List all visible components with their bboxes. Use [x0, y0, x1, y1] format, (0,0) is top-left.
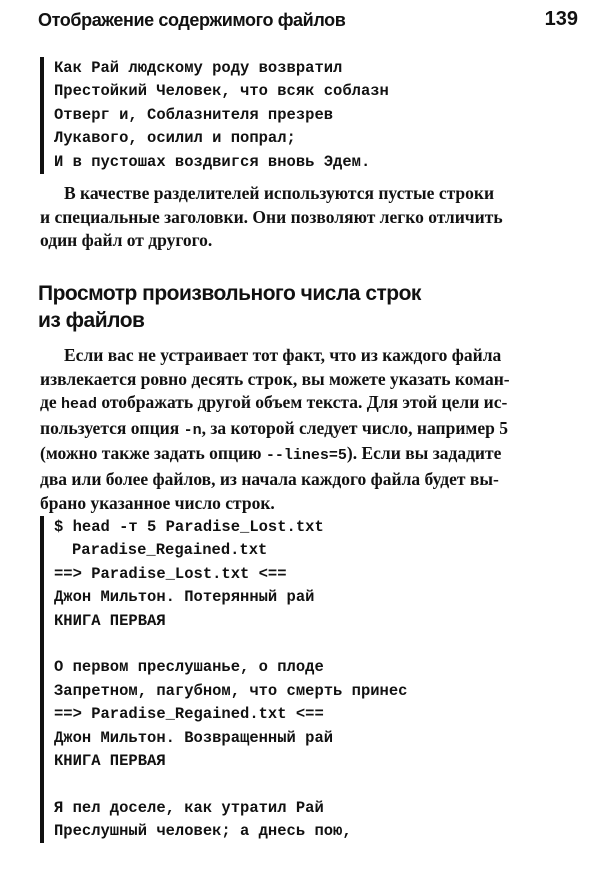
paragraph-head-option: [40, 344, 578, 515]
poem-line: Как Рай людскому роду возвратил: [54, 59, 343, 77]
page-number: 139: [544, 8, 578, 30]
poem-code-block: [40, 57, 389, 174]
code-line: Paradise_Regained.txt: [72, 541, 268, 560]
paragraph-line: В качестве разделителей используются пустые строки: [64, 183, 495, 203]
paragraph-separators: [40, 182, 578, 253]
code-line: КНИГА ПЕРВАЯ: [54, 751, 166, 770]
code-line: Джон Мильтон. Потерянный рай: [54, 588, 315, 607]
inline-code: head: [61, 396, 98, 414]
text-fragment: (можно также задать опцию: [40, 443, 266, 464]
text-fragment: де: [40, 392, 61, 413]
paragraph-line: извлекается ровно десять строк, вы можете указать коман-: [40, 368, 510, 389]
code-line: О первом преслушанье, о плоде: [54, 658, 324, 677]
poem-line: Лукавого, осилил и попрал;: [54, 129, 296, 148]
section-heading: [38, 280, 421, 334]
poem-line: И в пустошах воздвигся вновь Эдем.: [54, 152, 371, 171]
text-fragment: , за которой следует число, например 5: [201, 417, 508, 438]
paragraph-line: Если вас не устраивает тот факт, что из каждого файла: [64, 345, 502, 365]
inline-code: -n: [183, 421, 202, 439]
code-line: Запретном, пагубном, что смерть принес: [54, 681, 408, 700]
text-fragment: пользуется опция: [40, 417, 184, 438]
code-line: ==> Paradise_Regained.txt <==: [54, 705, 324, 724]
code-line: Преслушный человек; а днесь пою,: [54, 822, 352, 841]
code-line-blank: [54, 773, 407, 796]
paragraph-line: брано указанное число строк.: [40, 492, 275, 513]
poem-line: Отверг и, Соблазнителя презрев: [54, 105, 334, 124]
paragraph-line: два или более файлов, из начала каждого файла будет вы-: [40, 468, 499, 489]
paragraph-line: [40, 442, 578, 468]
code-line-blank: [54, 633, 407, 656]
paragraph-line: [40, 391, 578, 417]
chapter-title: Отображение содержимого файлов: [38, 10, 346, 30]
section-heading-line: Просмотр произвольного числа строк: [38, 282, 421, 305]
code-line: Я пел доселе, как утратил Рай: [54, 798, 324, 817]
section-heading-line: из файлов: [38, 309, 145, 332]
paragraph-line: и специальные заголовки. Они позволяют легко отличить: [40, 206, 503, 227]
terminal-code-block: [40, 516, 407, 843]
code-line: $ head -т 5 Paradise_Lost.txt: [54, 518, 324, 536]
poem-line: Престойкий Человек, что всяк соблазн: [54, 82, 389, 101]
paragraph-line: один файл от другого.: [40, 230, 213, 251]
code-line: ==> Paradise_Lost.txt <==: [54, 564, 287, 583]
running-header: [38, 8, 578, 36]
inline-code: --lines=5: [265, 447, 347, 465]
code-line: КНИГА ПЕРВАЯ: [54, 611, 166, 630]
code-line: Джон Мильтон. Возвращенный рай: [54, 728, 334, 747]
text-fragment: ). Если вы зададите: [346, 443, 502, 464]
paragraph-line: [40, 417, 578, 443]
text-fragment: отображать другой объем текста. Для этой цели ис-: [97, 392, 508, 413]
